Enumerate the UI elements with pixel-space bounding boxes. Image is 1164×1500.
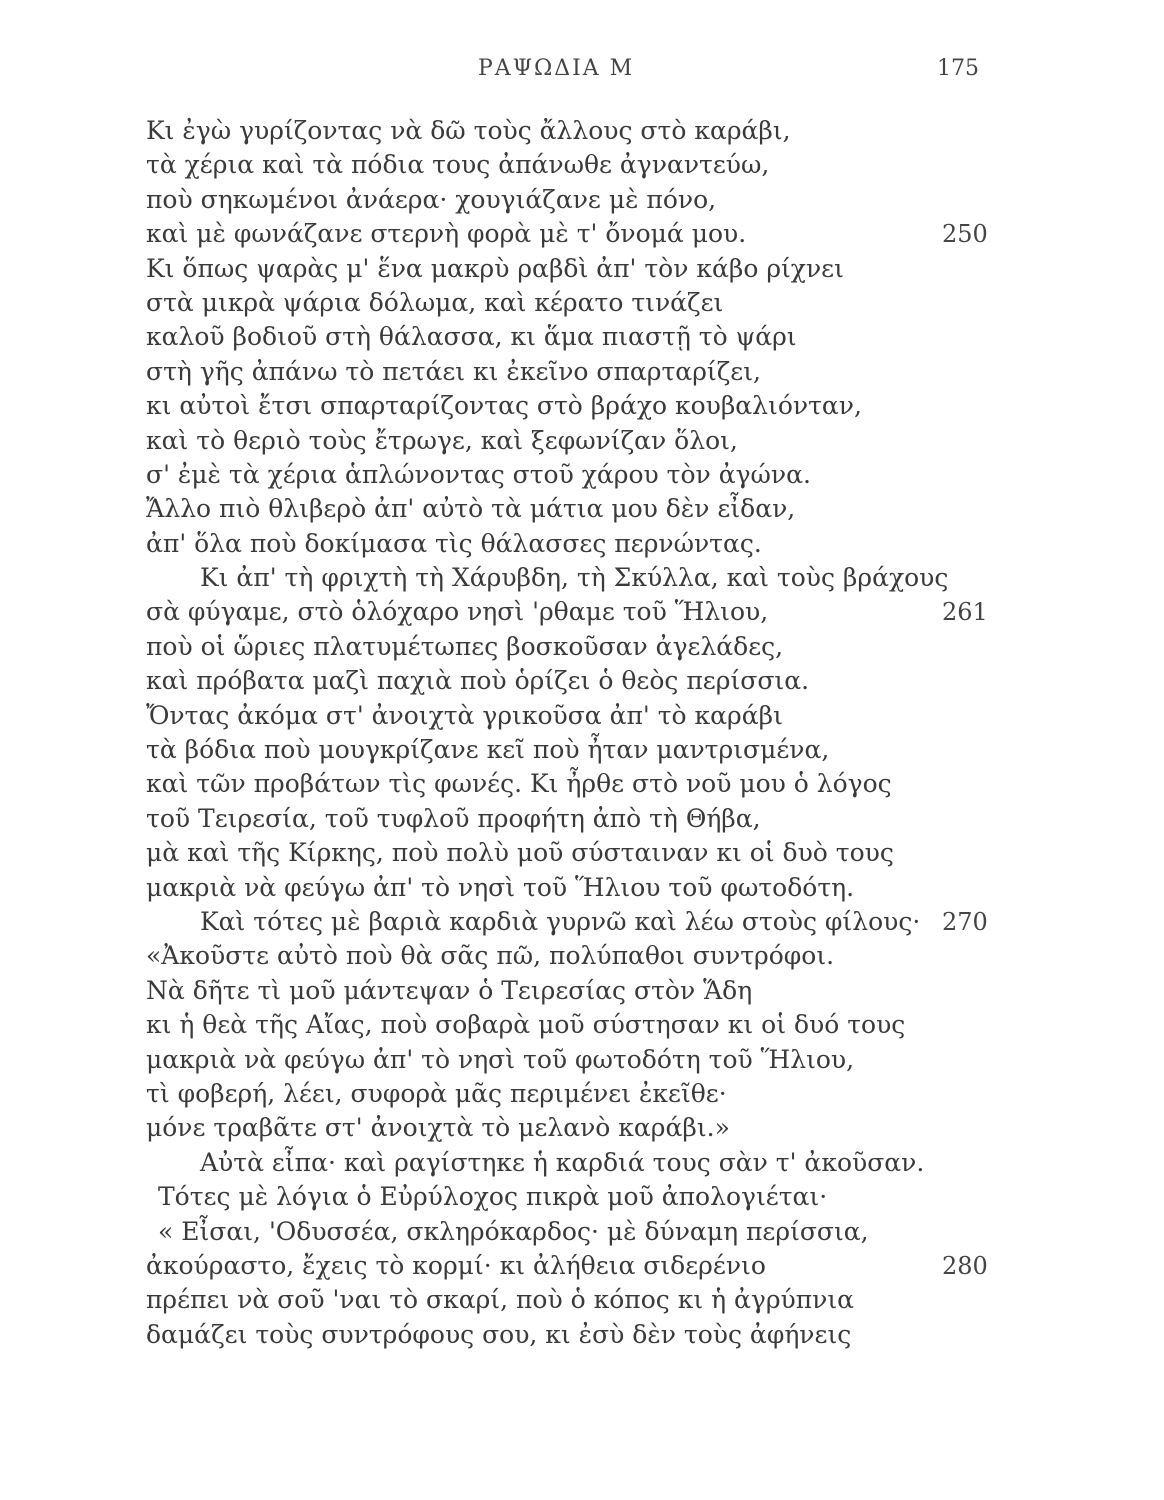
verse-line-text: καὶ μὲ φωνάζανε στερνὴ φορὰ μὲ τ' ὄνομά μου. — [146, 219, 747, 249]
verse-line-text: σ' ἐμὲ τὰ χέρια ἁπλώνοντας στοῦ χάρου τὸν ἀγώνα. — [146, 459, 811, 489]
verse-line — [146, 974, 1016, 1008]
verse-line-text: κι ἡ θεὰ τῆς Αἴας, ποὺ σοβαρὰ μοῦ σύστησαν κι οἱ δυό τους — [146, 1010, 906, 1040]
line-number: 280 — [942, 1251, 988, 1280]
verse-line-text: τὶ φοβερή, λέει, συφορὰ μᾶς περιμένει ἐκεῖθε· — [146, 1078, 727, 1108]
verse-line-text: Τότες μὲ λόγια ὁ Εὐρύλοχος πικρὰ μοῦ ἀπολογιέται· — [158, 1182, 828, 1212]
verse-line — [146, 527, 1016, 561]
verse-line-text: καὶ τὸ θεριὸ τοὺς ἔτρωγε, καὶ ξεφωνίζαν ὅλοι, — [146, 425, 738, 455]
line-number: 261 — [942, 598, 988, 627]
chapter-title: ΡΑΨΩΔΙΑ Μ — [478, 56, 635, 81]
verse-line — [146, 458, 1016, 492]
verse-line-text: τὰ χέρια καὶ τὰ πόδια τους ἀπάνωθε ἀγναντεύω, — [146, 150, 770, 180]
verse-line-text: κι αὐτοὶ ἔτσι σπαρταρίζοντας στὸ βράχο κουβαλιόνταν, — [146, 391, 862, 421]
line-number: 270 — [942, 907, 988, 936]
verse-line-text: ποὺ σηκωμένοι ἀνάερα· χουγιάζανε μὲ πόνο, — [146, 184, 717, 214]
verse-line — [146, 148, 1016, 182]
verse-line-text: σὰ φύγαμε, στὸ ὁλόχαρο νησὶ 'ρθαμε τοῦ Ἥλιου, — [146, 597, 769, 627]
verse-line — [146, 1318, 1016, 1352]
verse-line-text: Κι ἐγὼ γυρίζοντας νὰ δῶ τοὺς ἄλλους στὸ καράβι, — [146, 116, 791, 145]
verse-line-text: δαμάζει τοὺς συντρόφους σου, κι ἐσὺ δὲν τοὺς ἀφήνεις — [146, 1319, 852, 1349]
verse-line-text: ποὺ οἱ ὥριες πλατυμέτωπες βοσκοῦσαν ἀγελάδες, — [146, 631, 784, 661]
verse-line-text: ἀκούραστο, ἔχεις τὸ κορμί· κι ἀλήθεια σιδερένιο — [146, 1250, 766, 1280]
verse-line — [146, 320, 1016, 354]
verse-line-text: Καὶ τότες μὲ βαριὰ καρδιὰ γυρνῶ καὶ λέω στοὺς φίλους· — [200, 906, 921, 936]
running-head — [0, 56, 1164, 86]
verse-line — [146, 389, 1016, 423]
verse-line — [146, 802, 1016, 836]
verse-line-text: τὰ βόδια ποὺ μουγκρίζανε κεῖ ποὺ ἦταν μαντρισμένα, — [146, 735, 830, 765]
verse-line — [146, 492, 1016, 526]
verse-line — [146, 252, 1016, 286]
page-number: 175 — [937, 56, 979, 81]
verse-line — [146, 1111, 1016, 1145]
verse-line-text: καλοῦ βοδιοῦ στὴ θάλασσα, κι ἅμα πιαστῇ τὸ ψάρι — [146, 322, 797, 352]
verse-line-text: ἀπ' ὅλα ποὺ δοκίμασα τὶς θάλασσες περνώντας. — [146, 528, 762, 558]
verse-line — [146, 1180, 1016, 1214]
verse-line-text: «Ἀκοῦστε αὐτὸ ποὺ θὰ σᾶς πῶ, πολύπαθοι συντρόφοι. — [146, 941, 835, 971]
verse-line — [146, 183, 1016, 217]
verse-line-text: Κι ἀπ' τὴ φριχτὴ τὴ Χάρυβδη, τὴ Σκύλλα, καὶ τοὺς βράχους — [200, 563, 949, 593]
verse-line-text: στὴ γῆς ἀπάνω τὸ πετάει κι ἐκεῖνο σπαρταρίζει, — [146, 356, 761, 386]
verse-line-text: μακριὰ νὰ φεύγω ἀπ' τὸ νησὶ τοῦ φωτοδότη τοῦ Ἥλιου, — [146, 1044, 855, 1074]
verse-line — [146, 1043, 1016, 1077]
verse-line — [146, 767, 1016, 801]
verse-line-text: καὶ πρόβατα μαζὶ παχιὰ ποὺ ὁρίζει ὁ θεὸς περίσσια. — [146, 666, 810, 696]
verse-line — [146, 424, 1016, 458]
verse-line-text: Ἄλλο πιὸ θλιβερὸ ἀπ' αὐτὸ τὰ μάτια μου δὲν εἶδαν, — [146, 494, 796, 524]
verse-line-text: « Εἶσαι, 'Οδυσσέα, σκληρόκαρδος· μὲ δύναμη περίσσια, — [158, 1216, 869, 1246]
verse-line — [146, 836, 1016, 870]
verse-line — [146, 871, 1016, 905]
verse-block — [146, 114, 1016, 1352]
verse-line — [146, 664, 1016, 698]
verse-line — [146, 1077, 1016, 1111]
verse-line — [146, 939, 1016, 973]
verse-line-text: μὰ καὶ τῆς Κίρκης, ποὺ πολὺ μοῦ σύσταιναν κι οἱ δυὸ τους — [146, 838, 894, 868]
verse-line — [146, 1215, 1016, 1249]
verse-line — [146, 355, 1016, 389]
verse-line — [146, 217, 1016, 251]
verse-line — [146, 595, 1016, 629]
verse-line-text: μόνε τραβᾶτε στ' ἀνοιχτὰ τὸ μελανὸ καράβι.» — [146, 1113, 730, 1143]
verse-line-text: Ὄντας ἀκόμα στ' ἀνοιχτὰ γρικοῦσα ἀπ' τὸ καράβι — [146, 700, 783, 730]
verse-line — [146, 1146, 1016, 1180]
verse-line — [146, 114, 1016, 148]
verse-line — [146, 1249, 1016, 1283]
verse-line — [146, 733, 1016, 767]
verse-line — [146, 286, 1016, 320]
verse-line — [146, 630, 1016, 664]
verse-line — [146, 905, 1016, 939]
verse-line — [146, 1283, 1016, 1317]
verse-line-text: πρέπει νὰ σοῦ 'ναι τὸ σκαρί, ποὺ ὁ κόπος κι ἡ ἀγρύπνια — [146, 1285, 855, 1315]
verse-line-text: Κι ὅπως ψαρὰς μ' ἕνα μακρὺ ραβδὶ ἀπ' τὸν κάβο ρίχνει — [146, 253, 844, 283]
verse-line-text: στὰ μικρὰ ψάρια δόλωμα, καὶ κέρατο τινάζει — [146, 287, 724, 317]
verse-line — [146, 1008, 1016, 1042]
verse-line — [146, 699, 1016, 733]
verse-line-text: καὶ τῶν προβάτων τὶς φωνές. Κι ἦρθε στὸ νοῦ μου ὁ λόγος — [146, 769, 892, 799]
line-number: 250 — [942, 220, 988, 249]
verse-line-text: Αὐτὰ εἶπα· καὶ ραγίστηκε ἡ καρδιά τους σὰν τ' ἀκοῦσαν. — [200, 1147, 925, 1177]
verse-line-text: Νὰ δῆτε τὶ μοῦ μάντεψαν ὁ Τειρεσίας στὸν Ἅδη — [146, 975, 753, 1005]
verse-line-text: τοῦ Τειρεσία, τοῦ τυφλοῦ προφήτη ἀπὸ τὴ Θήβα, — [146, 803, 761, 833]
verse-line-text: μακριὰ νὰ φεύγω ἀπ' τὸ νησὶ τοῦ Ἥλιου τοῦ φωτοδότη. — [146, 872, 855, 902]
verse-line — [146, 561, 1016, 595]
